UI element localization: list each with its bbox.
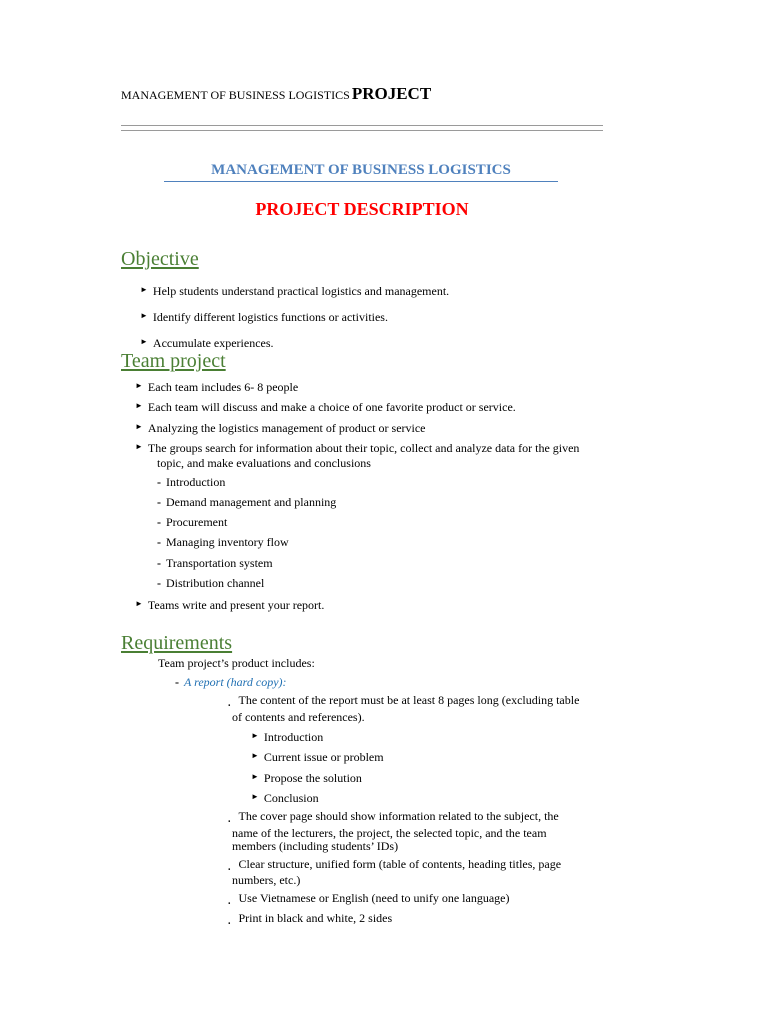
document-subtitle: PROJECT DESCRIPTION [255, 199, 469, 219]
sub-list-item [175, 674, 287, 690]
list-item-text: Each team will discuss and make a choice of one favorite product or service. [147, 400, 516, 414]
requirements-intro: Team project’s product includes: [158, 656, 315, 670]
list-item-text: Analyzing the logistics management of product or service [147, 421, 426, 435]
dash-bullet-icon: - [157, 515, 161, 529]
list-item-text: Teams write and present your report. [147, 598, 325, 612]
requirements-heading: Requirements [121, 632, 233, 654]
triangle-bullet-icon: ► [251, 731, 259, 740]
list-item-text: Propose the solution [263, 771, 362, 785]
list-item [135, 378, 298, 395]
list-item [140, 282, 449, 299]
dash-bullet-icon: - [175, 675, 179, 689]
sub-list-item [157, 474, 225, 490]
triangle-bullet-icon: ► [135, 599, 143, 608]
sub-list-item [157, 514, 227, 530]
sub-list-item-text: Introduction [166, 475, 226, 489]
requirement-text: Clear structure, unified form (table of contents, heading titles, page [238, 857, 562, 871]
requirement-continuation: members (including students’ IDs) [232, 839, 399, 853]
requirement-text: Print in black and white, 2 sides [238, 911, 393, 925]
sub-list-item [157, 575, 264, 591]
list-item-text: Help students understand practical logistics and management. [152, 284, 450, 298]
list-item [140, 308, 388, 325]
dash-bullet-icon: - [157, 576, 161, 590]
list-item-text: The groups search for information about their topic, collect and analyze data for the given [147, 441, 580, 455]
dash-bullet-icon: - [157, 535, 161, 549]
list-item-text: Accumulate experiences. [152, 336, 274, 350]
triangle-bullet-icon: ► [135, 381, 143, 390]
requirement-text: The content of the report must be at least 8 pages long (excluding table [238, 693, 580, 707]
requirement-continuation: of contents and references). [232, 710, 365, 724]
list-item [135, 419, 426, 436]
sub-list-item [157, 555, 273, 571]
triangle-bullet-icon: ► [140, 337, 148, 346]
header-divider [121, 125, 603, 131]
requirement-continuation: numbers, etc.) [232, 873, 301, 887]
sub-list-item-text: Distribution channel [166, 576, 265, 590]
triangle-bullet-icon: ► [251, 751, 259, 760]
sub-list-item-text: Procurement [166, 515, 228, 529]
triangle-bullet-icon: ► [135, 422, 143, 431]
page-header [121, 84, 431, 104]
list-item [251, 789, 319, 806]
requirement-item [228, 890, 509, 910]
list-item-text: Introduction [263, 730, 324, 744]
list-item [140, 334, 274, 351]
triangle-bullet-icon: ► [140, 311, 148, 320]
list-item [251, 769, 362, 786]
list-item [251, 728, 323, 745]
team-project-heading: Team project [121, 350, 226, 372]
list-item [135, 596, 324, 613]
requirement-text: The cover page should show information related to the subject, the [238, 809, 559, 823]
triangle-bullet-icon: ► [251, 772, 259, 781]
requirement-text: Use Vietnamese or English (need to unify one language) [238, 891, 510, 905]
triangle-bullet-icon: ► [251, 792, 259, 801]
list-item-continuation: topic, and make evaluations and conclusions [157, 456, 371, 470]
dot-bullet-icon: . [228, 862, 231, 873]
dash-bullet-icon: - [157, 495, 161, 509]
dash-bullet-icon: - [157, 475, 161, 489]
sub-list-item-text: Transportation system [166, 556, 273, 570]
list-item [251, 748, 384, 765]
sub-list-item-text: Managing inventory flow [166, 535, 289, 549]
triangle-bullet-icon: ► [135, 401, 143, 410]
header-course-name: MANAGEMENT OF BUSINESS LOGISTICS [121, 88, 350, 102]
dot-bullet-icon: . [228, 916, 231, 927]
triangle-bullet-icon: ► [140, 285, 148, 294]
list-item-text: Current issue or problem [263, 750, 384, 764]
list-item-text: Conclusion [263, 791, 319, 805]
dot-bullet-icon: . [228, 896, 231, 907]
dot-bullet-icon: . [228, 698, 231, 709]
report-label: A report (hard copy): [184, 675, 287, 689]
requirement-continuation: name of the lecturers, the project, the selected topic, and the team [232, 826, 547, 840]
dot-bullet-icon: . [228, 814, 231, 825]
list-item [135, 439, 579, 456]
sub-list-item-text: Demand management and planning [166, 495, 337, 509]
sub-list-item [157, 494, 336, 510]
header-project-label: PROJECT [351, 84, 432, 103]
objective-heading: Objective [121, 248, 199, 270]
dash-bullet-icon: - [157, 556, 161, 570]
list-item [135, 398, 516, 415]
list-item-text: Each team includes 6- 8 people [147, 380, 299, 394]
triangle-bullet-icon: ► [135, 442, 143, 451]
requirement-item [228, 910, 392, 930]
list-item-text: Identify different logistics functions or activities. [152, 310, 388, 324]
document-title: MANAGEMENT OF BUSINESS LOGISTICS [164, 162, 558, 182]
sub-list-item [157, 534, 289, 550]
